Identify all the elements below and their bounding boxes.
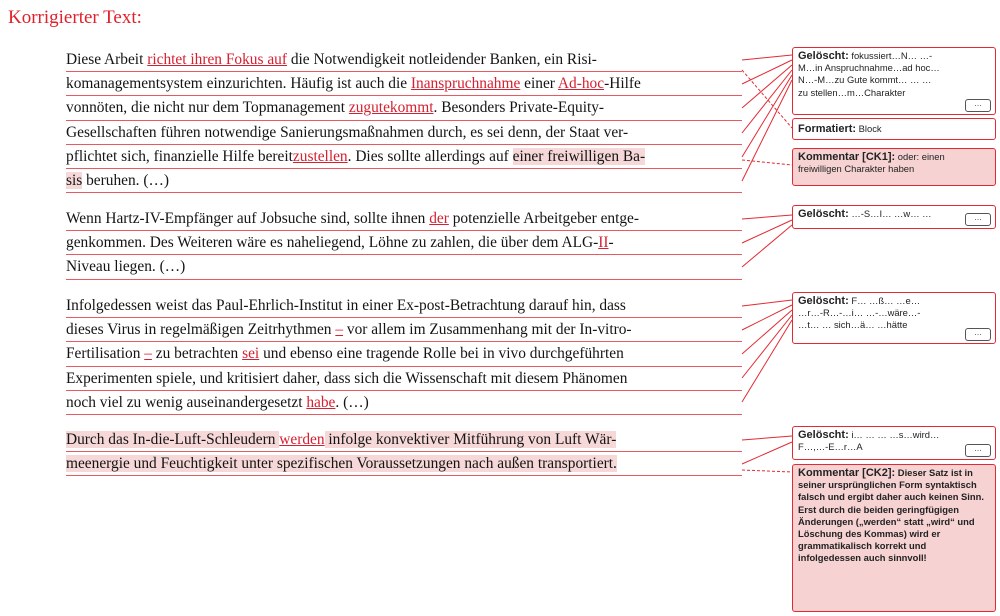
balloon-line: zu stellen…m…Charakter [798, 86, 906, 98]
text-run: und ebenso eine tragende Rolle bei in vivo durchgeführten [259, 345, 624, 363]
text-run: vor allem im Zusammenhang mit der In-vitro- [343, 321, 632, 339]
text-line [66, 169, 742, 193]
text-run: Gesellschaften führen notwendige Sanierungsmaßnahmen durch, es sei denn, der Staat ver- [66, 123, 629, 141]
balloon-label: Gelöscht: [798, 208, 849, 220]
more-button[interactable]: … [965, 444, 991, 457]
text-line [66, 145, 742, 169]
balloon-deleted-4[interactable] [792, 426, 996, 460]
inserted-text: sei [242, 345, 260, 363]
text-run: dieses Virus in regelmäßigen Zeitrhythmen [66, 321, 336, 339]
balloon-label: Gelöscht: [798, 429, 849, 441]
text-run: noch viel zu wenig auseinandergesetzt [66, 393, 307, 411]
page-title: Korrigierter Text: [8, 7, 142, 28]
text-run: potenzielle Arbeitgeber entge- [448, 210, 640, 227]
balloon-line: …r…-R…-…i… …-…wäre…- [798, 307, 921, 319]
more-button[interactable]: … [965, 213, 991, 226]
text-line [66, 207, 742, 231]
commented-text: meenergie und Feuchtigkeit unter spezifischen Voraussetzungen nach außen transportiert. [66, 455, 617, 473]
commented-text: infolge konvektiver Mitführung von Luft Wär- [324, 431, 617, 448]
text-run: . (…) [335, 393, 369, 411]
inserted-text: Ad-hoc [557, 75, 605, 93]
text-run: Experimenten spiele, und kritisiert daher, dass sich die Wissenschaft mit diesem Phänomen [66, 369, 628, 387]
text-line [66, 318, 742, 342]
balloon-formatted[interactable] [792, 118, 996, 140]
balloon-label: Gelöscht: [798, 50, 849, 62]
text-line [66, 342, 742, 366]
inserted-text: der [429, 210, 449, 227]
text-line [66, 428, 742, 452]
text-line [66, 48, 742, 72]
text-run: einer [520, 75, 558, 93]
balloon-deleted-3[interactable] [792, 292, 996, 344]
text-run: - [608, 234, 614, 252]
text-run: genkommen. Des Weiteren wäre es naheliegend, Löhne zu zahlen, die über dem ALG- [66, 234, 599, 252]
text-run: Wenn Hartz-IV-Empfänger auf Jobsuche sind, sollte ihnen [66, 210, 430, 227]
more-button[interactable]: … [965, 328, 991, 341]
balloon-label: Kommentar [CK1]: [798, 151, 896, 163]
balloon-label: Formatiert: [798, 123, 857, 135]
text-line [66, 72, 742, 96]
text-run: pflichtet sich, finanzielle Hilfe bereit [66, 147, 293, 165]
balloon-line: …t… … sich…ä… …hätte [798, 319, 908, 331]
text-run: komanagementsystem einzurichten. Häufig ist auch die [66, 75, 411, 93]
inserted-text: II [598, 234, 609, 252]
more-button[interactable]: … [965, 99, 991, 112]
balloon-deleted-1[interactable] [792, 47, 996, 115]
balloon-text: Dieser Satz ist in seiner ursprünglichen Form syntaktisch falsch und ergibt daher auch keinen Sinn. Erst durch die beiden geringfügigen Änderungen („werden“ statt „wird“ und Löschung des Kommas) wird er grammatikalisch korrekt und infolgedessen auch sinnvoll! [798, 467, 984, 564]
text-run: Diese Arbeit [66, 51, 148, 68]
balloon-line: …-S…I… …w… … [848, 208, 932, 219]
paragraph-3 [66, 294, 742, 415]
balloon-line: F… …ß… …e… [848, 295, 921, 306]
balloon-line: M…in Anspruchnahme…ad hoc… [798, 62, 940, 74]
inserted-text: zustellen [292, 147, 348, 165]
inserted-text: habe [306, 393, 336, 411]
text-run: -Hilfe [604, 75, 641, 93]
commented-text: einer freiwilligen Ba- [512, 147, 646, 165]
text-run: . Besonders Private-Equity- [433, 99, 605, 117]
text-run: vonnöten, die nicht nur dem Topmanagement [66, 99, 349, 117]
balloon-text: oder: einen freiwilligen Charakter haben [798, 151, 945, 175]
inserted-text: richtet ihren Fokus auf [147, 51, 287, 68]
balloon-line: N…-M…zu Gute kommt… … … [798, 74, 932, 86]
text-line [66, 367, 742, 391]
balloon-line: F…,…-E…r…A [798, 441, 863, 453]
text-run: beruhen. (…) [82, 171, 170, 189]
balloon-comment-ck1[interactable] [792, 148, 996, 186]
text-line [66, 96, 742, 120]
balloon-line: i… … … …s…wird… [848, 429, 940, 440]
inserted-text: Inanspruchnahme [410, 75, 521, 93]
text-run: Fertilisation [66, 345, 145, 363]
inserted-text: – [335, 321, 344, 339]
balloon-deleted-2[interactable] [792, 205, 996, 229]
text-run: . Dies sollte allerdings auf [347, 147, 513, 165]
balloon-label: Kommentar [CK2]: [798, 467, 896, 479]
text-line [66, 231, 742, 255]
text-run: Niveau liegen. (…) [66, 258, 186, 276]
text-line [66, 452, 742, 476]
balloon-text: Block [856, 123, 882, 134]
commented-text: sis [66, 171, 83, 189]
paragraph-2 [66, 207, 742, 280]
text-line [66, 121, 742, 145]
text-run: die Notwendigkeit notleidender Banken, ein Risi- [286, 51, 597, 68]
text-line [66, 255, 742, 279]
balloon-label: Gelöscht: [798, 295, 849, 307]
text-run: zu betrachten [151, 345, 243, 363]
inserted-text: werden [279, 431, 325, 448]
paragraph-1 [66, 48, 742, 193]
commented-text: Durch das In-die-Luft-Schleudern [66, 431, 280, 448]
inserted-text: – [144, 345, 152, 363]
text-run: Infolgedessen weist das Paul-Ehrlich-Institut in einer Ex-post-Betrachtung darauf hin, dass [66, 297, 626, 314]
text-line [66, 294, 742, 318]
text-line [66, 391, 742, 415]
balloon-line: fokussiert…N… …- [848, 50, 933, 61]
balloon-comment-ck2[interactable] [792, 464, 996, 612]
inserted-text: zugutekommt [348, 99, 434, 117]
paragraph-4 [66, 428, 742, 476]
